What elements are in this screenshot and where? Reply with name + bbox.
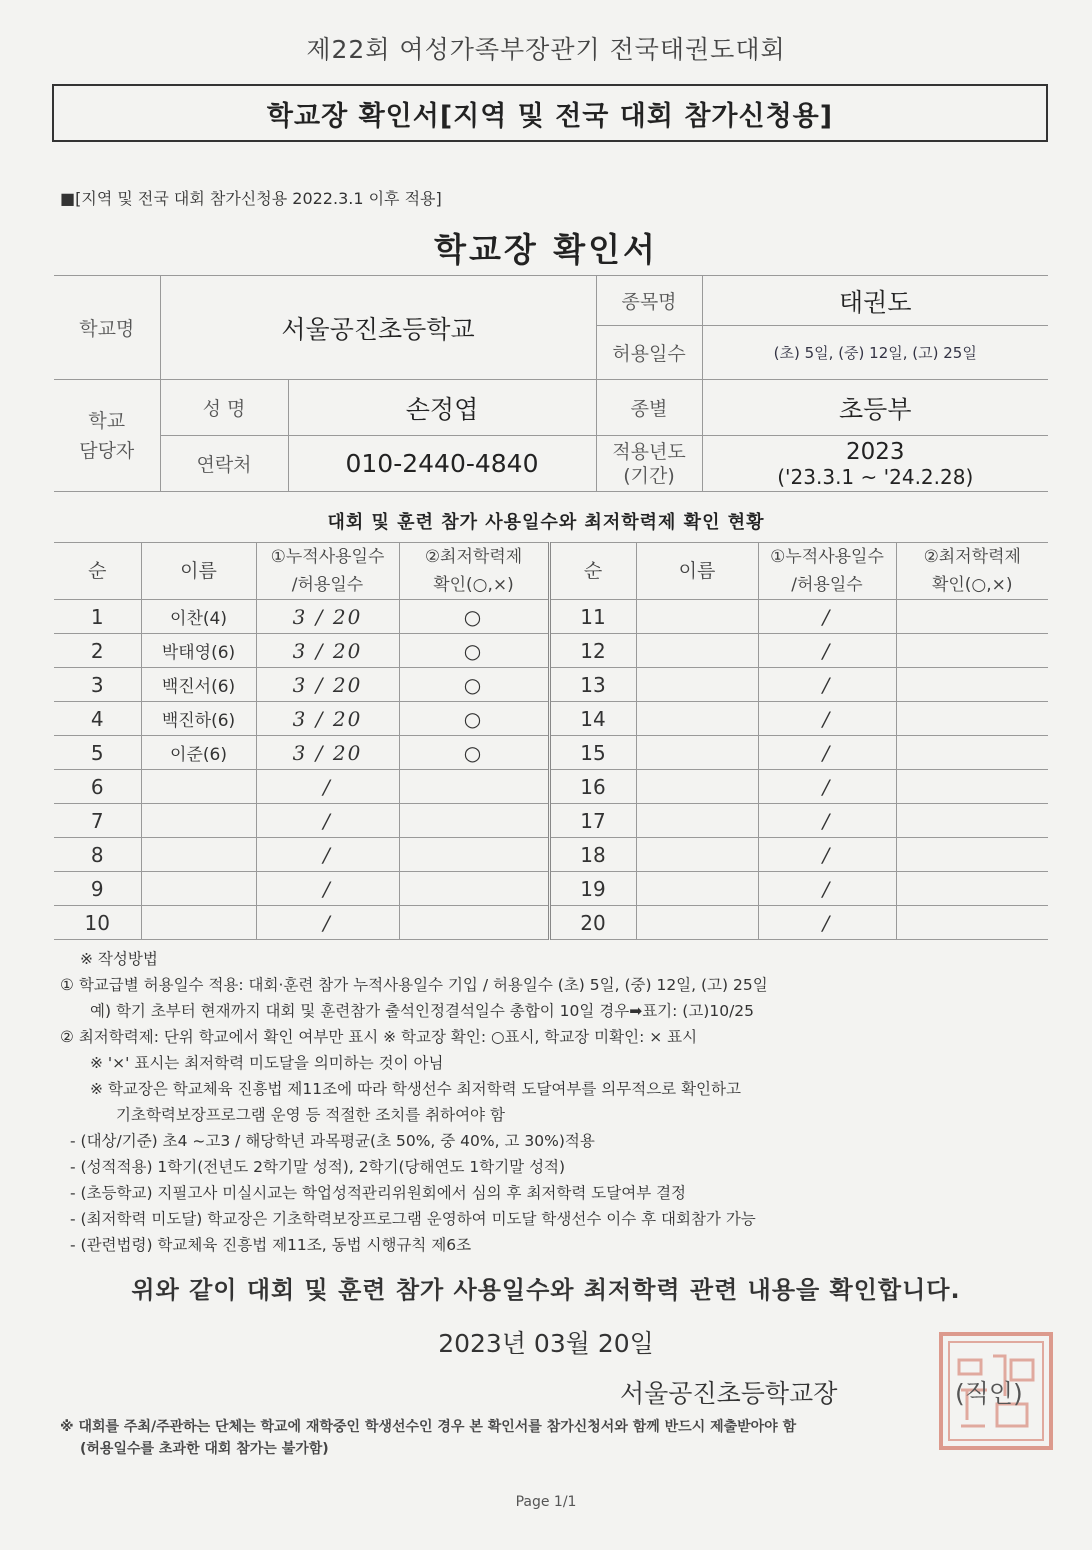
row-number: 15 bbox=[549, 736, 636, 770]
academic-check bbox=[896, 804, 1048, 838]
principal-name: 서울공진초등학교장 bbox=[620, 1379, 838, 1408]
row-number: 13 bbox=[549, 668, 636, 702]
note-heading: ※ 작성방법 bbox=[80, 950, 158, 968]
document-box-title bbox=[52, 84, 1048, 142]
note-line: - (성적적용) 1학기(전년도 2학기말 성적), 2학기(당해연도 1학기말 성적) bbox=[70, 1158, 566, 1176]
days-used: 3 / 20 bbox=[256, 702, 399, 736]
row-number: 1 bbox=[54, 600, 141, 634]
days-used: 3 / 20 bbox=[256, 668, 399, 702]
player-name: 박태영(6) bbox=[141, 634, 256, 668]
usage-table bbox=[54, 542, 1048, 940]
academic-check bbox=[896, 702, 1048, 736]
header-days: ①누적사용일수 /허용일수 bbox=[256, 543, 399, 600]
note-line: ※ 학교장은 학교체육 진흥법 제11조에 따라 학생선수 최저학력 도달여부를 의무적으로 확인하고 bbox=[90, 1080, 741, 1098]
year-value: 2023 bbox=[845, 438, 905, 465]
row-number: 10 bbox=[54, 906, 141, 940]
academic-check bbox=[896, 736, 1048, 770]
player-name bbox=[636, 804, 758, 838]
days-used: / bbox=[256, 906, 399, 940]
issue-date: 2023년 03월 20일 bbox=[438, 1329, 654, 1358]
player-name bbox=[636, 906, 758, 940]
player-name bbox=[636, 838, 758, 872]
row-number: 20 bbox=[549, 906, 636, 940]
applies-note: ■[지역 및 전국 대회 참가신청용 2022.3.1 이후 적용] bbox=[60, 189, 442, 208]
allowed-days-value: (초) 5일, (중) 12일, (고) 25일 bbox=[702, 326, 1048, 380]
row-number: 19 bbox=[549, 872, 636, 906]
row-number: 6 bbox=[54, 770, 141, 804]
academic-check bbox=[399, 838, 549, 872]
table-row bbox=[54, 804, 1048, 838]
row-number: 18 bbox=[549, 838, 636, 872]
days-used: / bbox=[256, 872, 399, 906]
header-academic: ②최저학력제 확인(○,×) bbox=[399, 543, 549, 600]
row-number: 7 bbox=[54, 804, 141, 838]
row-number: 9 bbox=[54, 872, 141, 906]
table-row bbox=[54, 736, 1048, 770]
days-used: / bbox=[758, 804, 896, 838]
academic-check bbox=[896, 906, 1048, 940]
academic-check bbox=[896, 872, 1048, 906]
contact-label: 연락처 bbox=[160, 436, 288, 492]
player-name bbox=[141, 906, 256, 940]
player-name: 백진하(6) bbox=[141, 702, 256, 736]
year-label: 적용년도 (기간) bbox=[596, 436, 702, 492]
header-name: 이름 bbox=[636, 543, 758, 600]
header-name: 이름 bbox=[141, 543, 256, 600]
row-number: 16 bbox=[549, 770, 636, 804]
days-used: / bbox=[758, 668, 896, 702]
player-name bbox=[141, 838, 256, 872]
period-value: ('23.3.1 ~ '24.2.28) bbox=[777, 464, 974, 489]
academic-check bbox=[896, 668, 1048, 702]
footnote-line: ※ 대회를 주최/주관하는 단체는 학교에 재학중인 학생선수인 경우 본 확인서를 참가신청서와 함께 반드시 제출받아야 함 bbox=[60, 1419, 797, 1435]
academic-check bbox=[896, 770, 1048, 804]
school-name: 서울공진초등학교 bbox=[160, 276, 596, 380]
sport-value: 태권도 bbox=[702, 276, 1048, 326]
player-name bbox=[141, 770, 256, 804]
year-cell bbox=[702, 436, 1048, 492]
days-used: / bbox=[758, 770, 896, 804]
seal-label: (직인) bbox=[955, 1379, 1023, 1408]
info-table bbox=[54, 275, 1048, 492]
header-days: ①누적사용일수 /허용일수 bbox=[758, 543, 896, 600]
header-no: 순 bbox=[549, 543, 636, 600]
event-title: 제22회 여성가족부장관기 전국태권도대회 bbox=[306, 35, 786, 64]
row-number: 11 bbox=[549, 600, 636, 634]
player-name bbox=[636, 770, 758, 804]
days-used: 3 / 20 bbox=[256, 634, 399, 668]
days-used: / bbox=[758, 600, 896, 634]
instructions bbox=[60, 946, 1050, 1258]
row-number: 4 bbox=[54, 702, 141, 736]
table-row bbox=[54, 838, 1048, 872]
days-used: / bbox=[256, 770, 399, 804]
page-title: 학교장 확인서 bbox=[434, 230, 658, 269]
days-used: / bbox=[758, 702, 896, 736]
table-row bbox=[54, 634, 1048, 668]
manager-name: 손정엽 bbox=[288, 380, 596, 436]
player-name bbox=[636, 736, 758, 770]
days-used: / bbox=[758, 906, 896, 940]
days-used: / bbox=[758, 634, 896, 668]
academic-check bbox=[896, 838, 1048, 872]
note-line: - (대상/기준) 초4 ~고3 / 해당학년 과목평균(초 50%, 중 40%, 고 30%)적용 bbox=[70, 1132, 595, 1150]
contact-value: 010-2440-4840 bbox=[288, 436, 596, 492]
table-row bbox=[54, 600, 1048, 634]
days-used: / bbox=[758, 736, 896, 770]
player-name bbox=[141, 804, 256, 838]
table-row bbox=[54, 668, 1048, 702]
note-line: - (초등학교) 지필고사 미실시교는 학업성적관리위원회에서 심의 후 최저학력 도달여부 결정 bbox=[70, 1184, 687, 1202]
player-name bbox=[636, 600, 758, 634]
table-row bbox=[54, 702, 1048, 736]
footnote-line: (허용일수를 초과한 대회 참가는 불가함) bbox=[80, 1441, 329, 1457]
allowed-days-label: 허용일수 bbox=[596, 326, 702, 380]
header-no: 순 bbox=[54, 543, 141, 600]
school-label: 학교명 bbox=[54, 276, 160, 380]
note-line: 기초학력보장프로그램 운영 등 적절한 조치를 취하여야 함 bbox=[116, 1106, 505, 1124]
note-line: ※ '×' 표시는 최저학력 미도달을 의미하는 것이 아님 bbox=[90, 1054, 444, 1072]
academic-check: ○ bbox=[399, 668, 549, 702]
player-name: 이준(6) bbox=[141, 736, 256, 770]
sport-label: 종목명 bbox=[596, 276, 702, 326]
player-name bbox=[141, 872, 256, 906]
note-line: 예) 학기 초부터 현재까지 대회 및 훈련참가 출석인정결석일수 총합이 10일 경우➡표기: (고)10/25 bbox=[90, 1002, 755, 1020]
academic-check: ○ bbox=[399, 600, 549, 634]
row-number: 12 bbox=[549, 634, 636, 668]
confirmation-statement: 위와 같이 대회 및 훈련 참가 사용일수와 최저학력 관련 내용을 확인합니다. bbox=[131, 1276, 961, 1304]
player-name: 백진서(6) bbox=[141, 668, 256, 702]
division-value: 초등부 bbox=[702, 380, 1048, 436]
academic-check bbox=[896, 634, 1048, 668]
note-line: ② 최저학력제: 단위 학교에서 확인 여부만 표시 ※ 학교장 확인: ○표시, 학교장 미확인: × 표시 bbox=[60, 1028, 698, 1046]
player-name: 이찬(4) bbox=[141, 600, 256, 634]
table-row bbox=[54, 906, 1048, 940]
row-number: 2 bbox=[54, 634, 141, 668]
row-number: 3 bbox=[54, 668, 141, 702]
days-used: 3 / 20 bbox=[256, 736, 399, 770]
division-label: 종별 bbox=[596, 380, 702, 436]
days-used: / bbox=[256, 804, 399, 838]
academic-check bbox=[896, 600, 1048, 634]
table-row bbox=[54, 872, 1048, 906]
row-number: 17 bbox=[549, 804, 636, 838]
academic-check bbox=[399, 770, 549, 804]
row-number: 8 bbox=[54, 838, 141, 872]
usage-table-body bbox=[54, 600, 1048, 940]
table-row bbox=[54, 770, 1048, 804]
header-academic: ②최저학력제 확인(○,×) bbox=[896, 543, 1048, 600]
name-label: 성 명 bbox=[160, 380, 288, 436]
row-number: 14 bbox=[549, 702, 636, 736]
academic-check: ○ bbox=[399, 702, 549, 736]
row-number: 5 bbox=[54, 736, 141, 770]
player-name bbox=[636, 668, 758, 702]
academic-check: ○ bbox=[399, 736, 549, 770]
days-used: / bbox=[256, 838, 399, 872]
player-name bbox=[636, 702, 758, 736]
note-line: - (최저학력 미도달) 학교장은 기초학력보장프로그램 운영하여 미도달 학생선수 이수 후 대회참가 가능 bbox=[70, 1210, 756, 1228]
player-name bbox=[636, 634, 758, 668]
academic-check bbox=[399, 804, 549, 838]
academic-check bbox=[399, 906, 549, 940]
player-name bbox=[636, 872, 758, 906]
days-used: 3 / 20 bbox=[256, 600, 399, 634]
days-used: / bbox=[758, 872, 896, 906]
days-used: / bbox=[758, 838, 896, 872]
manager-label: 학교 담당자 bbox=[54, 380, 160, 492]
academic-check: ○ bbox=[399, 634, 549, 668]
note-line: - (관련법령) 학교체육 진흥법 제11조, 동법 시행규칙 제6조 bbox=[70, 1236, 472, 1254]
note-line: ① 학교급별 허용일수 적용: 대회·훈련 참가 누적사용일수 기입 / 허용일수 (초) 5일, (중) 12일, (고) 25일 bbox=[60, 976, 768, 994]
academic-check bbox=[399, 872, 549, 906]
footnote bbox=[60, 1416, 1050, 1460]
page-number: Page 1/1 bbox=[515, 1494, 577, 1510]
box-title-text: 학교장 확인서[지역 및 전국 대회 참가신청용] bbox=[266, 100, 834, 132]
section-title: 대회 및 훈련 참가 사용일수와 최저학력제 확인 현황 bbox=[327, 512, 765, 533]
